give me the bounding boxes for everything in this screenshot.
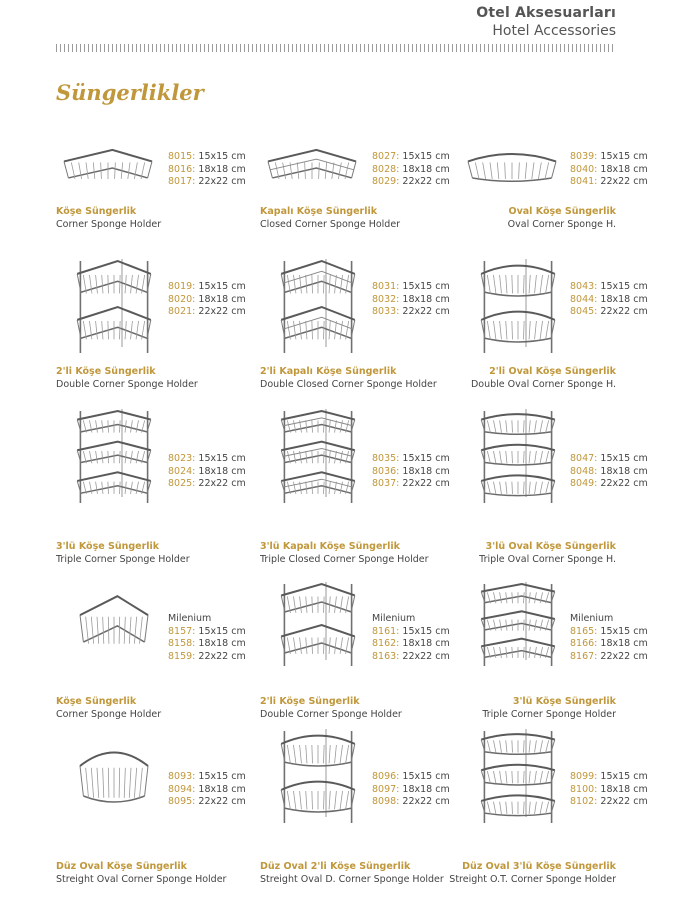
product-image bbox=[478, 257, 558, 357]
product-p6 bbox=[460, 265, 660, 405]
size-row bbox=[570, 796, 648, 809]
size-list bbox=[570, 613, 648, 663]
product-code: 8095: bbox=[168, 796, 196, 808]
product-size: 18x18 cm bbox=[399, 783, 450, 795]
product-code: 8021: bbox=[168, 306, 196, 318]
product-p11 bbox=[260, 585, 460, 725]
product-p12 bbox=[460, 585, 660, 725]
size-row bbox=[168, 294, 246, 307]
product-size: 22x22 cm bbox=[195, 306, 246, 318]
size-list bbox=[372, 151, 450, 189]
product-size: 18x18 cm bbox=[399, 465, 450, 477]
product-size: 15x15 cm bbox=[195, 281, 246, 292]
size-row bbox=[372, 796, 450, 809]
size-list bbox=[372, 281, 450, 319]
product-name-tr: Köşe Süngerlik bbox=[56, 206, 137, 217]
product-caption bbox=[479, 540, 616, 566]
size-list bbox=[168, 281, 246, 319]
product-code: 8094: bbox=[168, 783, 196, 795]
size-row bbox=[168, 281, 246, 294]
product-name-tr: 3'lü Köşe Süngerlik bbox=[56, 541, 160, 552]
product-code: 8044: bbox=[570, 293, 598, 305]
product-code: 8049: bbox=[570, 478, 598, 490]
product-size: 18x18 cm bbox=[195, 783, 246, 795]
product-code: 8029: bbox=[372, 176, 400, 188]
product-size: 22x22 cm bbox=[597, 796, 648, 808]
product-size: 15x15 cm bbox=[195, 771, 246, 782]
product-code: 8037: bbox=[372, 478, 400, 490]
product-code: 8035: bbox=[372, 453, 400, 464]
product-size: 22x22 cm bbox=[399, 176, 450, 188]
product-size: 15x15 cm bbox=[399, 281, 450, 292]
product-size: 18x18 cm bbox=[195, 638, 246, 650]
product-size: 15x15 cm bbox=[399, 453, 450, 464]
product-size: 22x22 cm bbox=[399, 306, 450, 318]
product-p4 bbox=[56, 265, 256, 405]
product-code: 8045: bbox=[570, 306, 598, 318]
product-code: 8167: bbox=[570, 650, 598, 662]
product-code: 8165: bbox=[570, 625, 598, 637]
product-image bbox=[478, 580, 558, 670]
size-row bbox=[570, 771, 648, 784]
product-p1 bbox=[56, 135, 256, 275]
product-size: 15x15 cm bbox=[195, 453, 246, 464]
product-image bbox=[278, 407, 358, 507]
product-code: 8097: bbox=[372, 783, 400, 795]
size-list bbox=[570, 281, 648, 319]
size-list bbox=[570, 453, 648, 491]
product-caption bbox=[56, 695, 161, 721]
product-code: 8159: bbox=[168, 650, 196, 662]
size-row bbox=[168, 306, 246, 319]
size-list bbox=[372, 613, 450, 663]
product-size: 15x15 cm bbox=[597, 771, 648, 782]
product-image bbox=[74, 407, 154, 507]
product-caption bbox=[260, 540, 429, 566]
product-caption bbox=[260, 365, 437, 391]
product-name-tr: Kapalı Köşe Süngerlik bbox=[260, 206, 378, 217]
size-row bbox=[168, 638, 246, 651]
product-size: 22x22 cm bbox=[399, 478, 450, 490]
product-name-tr: 2'li Oval Köşe Süngerlik bbox=[489, 366, 616, 377]
size-row bbox=[372, 478, 450, 491]
size-row bbox=[168, 453, 246, 466]
size-row bbox=[570, 453, 648, 466]
series-label: Milenium bbox=[168, 613, 212, 624]
product-size: 18x18 cm bbox=[399, 163, 450, 175]
product-name-en: Oval Corner Sponge H. bbox=[507, 219, 616, 230]
product-name-tr: Düz Oval 3'lü Köşe Süngerlik bbox=[462, 861, 616, 872]
product-size: 22x22 cm bbox=[597, 650, 648, 662]
size-row bbox=[372, 466, 450, 479]
product-code: 8096: bbox=[372, 771, 400, 782]
product-code: 8031: bbox=[372, 281, 400, 292]
header-title-tr: Otel Aksesuarları bbox=[476, 5, 616, 21]
product-name-en: Closed Corner Sponge Holder bbox=[260, 219, 401, 230]
product-code: 8158: bbox=[168, 638, 196, 650]
product-image bbox=[278, 727, 358, 827]
product-size: 22x22 cm bbox=[195, 478, 246, 490]
product-caption bbox=[449, 860, 616, 886]
product-image bbox=[262, 140, 362, 195]
product-name-en: Double Corner Sponge Holder bbox=[260, 709, 402, 720]
product-code: 8041: bbox=[570, 176, 598, 188]
product-size: 18x18 cm bbox=[399, 293, 450, 305]
size-row bbox=[168, 176, 246, 189]
product-name-tr: Düz Oval 2'li Köşe Süngerlik bbox=[260, 861, 411, 872]
size-list bbox=[570, 151, 648, 189]
product-image bbox=[74, 727, 154, 827]
product-name-en: Corner Sponge Holder bbox=[56, 709, 162, 720]
header-rule bbox=[56, 44, 616, 52]
size-list bbox=[372, 771, 450, 809]
product-p10 bbox=[56, 585, 256, 725]
product-name-en: Triple Corner Sponge Holder bbox=[56, 554, 190, 565]
series-label: Milenium bbox=[570, 613, 614, 624]
product-code: 8166: bbox=[570, 638, 598, 650]
size-row bbox=[570, 176, 648, 189]
size-row bbox=[372, 306, 450, 319]
size-row bbox=[372, 771, 450, 784]
product-name-tr: 3'lü Oval Köşe Süngerlik bbox=[485, 541, 616, 552]
product-size: 15x15 cm bbox=[399, 625, 450, 637]
size-row bbox=[570, 651, 648, 664]
product-name-tr: Düz Oval Köşe Süngerlik bbox=[56, 861, 187, 872]
product-code: 8162: bbox=[372, 638, 400, 650]
product-image bbox=[478, 727, 558, 827]
product-size: 18x18 cm bbox=[195, 163, 246, 175]
product-code: 8024: bbox=[168, 465, 196, 477]
product-name-tr: 3'lü Kapalı Köşe Süngerlik bbox=[260, 541, 400, 552]
size-list bbox=[168, 613, 246, 663]
product-image bbox=[278, 257, 358, 357]
size-row bbox=[372, 651, 450, 664]
product-size: 18x18 cm bbox=[597, 638, 648, 650]
product-size: 15x15 cm bbox=[597, 453, 648, 464]
product-caption bbox=[260, 205, 400, 231]
product-size: 15x15 cm bbox=[597, 151, 648, 162]
product-caption bbox=[56, 860, 226, 886]
product-name-en: Triple Corner Sponge Holder bbox=[482, 709, 616, 720]
product-image bbox=[478, 407, 558, 507]
product-p2 bbox=[260, 135, 460, 275]
product-size: 18x18 cm bbox=[399, 638, 450, 650]
product-size: 22x22 cm bbox=[195, 796, 246, 808]
product-code: 8093: bbox=[168, 771, 196, 782]
product-code: 8015: bbox=[168, 151, 196, 162]
product-p15 bbox=[449, 735, 660, 885]
size-row bbox=[168, 626, 246, 639]
product-size: 22x22 cm bbox=[399, 650, 450, 662]
product-name-en: Corner Sponge Holder bbox=[56, 219, 162, 230]
product-caption bbox=[471, 365, 616, 391]
product-code: 8163: bbox=[372, 650, 400, 662]
product-p14 bbox=[260, 735, 460, 885]
product-size: 15x15 cm bbox=[399, 771, 450, 782]
product-code: 8028: bbox=[372, 163, 400, 175]
product-code: 8032: bbox=[372, 293, 400, 305]
size-row bbox=[570, 306, 648, 319]
product-p5 bbox=[260, 265, 460, 405]
size-row bbox=[372, 784, 450, 797]
section-title: Süngerlikler bbox=[56, 80, 204, 105]
product-code: 8047: bbox=[570, 453, 598, 464]
size-list bbox=[372, 453, 450, 491]
product-code: 8023: bbox=[168, 453, 196, 464]
size-row bbox=[570, 294, 648, 307]
product-name-tr: 3'lü Köşe Süngerlik bbox=[512, 696, 616, 707]
product-p13 bbox=[56, 735, 256, 885]
product-caption bbox=[56, 205, 161, 231]
size-row bbox=[168, 796, 246, 809]
product-code: 8157: bbox=[168, 625, 196, 637]
product-code: 8039: bbox=[570, 151, 598, 162]
size-row bbox=[168, 651, 246, 664]
product-size: 18x18 cm bbox=[195, 465, 246, 477]
size-row bbox=[372, 176, 450, 189]
size-row bbox=[168, 771, 246, 784]
product-caption bbox=[260, 695, 402, 721]
product-size: 18x18 cm bbox=[597, 465, 648, 477]
size-row bbox=[372, 164, 450, 177]
product-size: 22x22 cm bbox=[195, 650, 246, 662]
size-row bbox=[570, 626, 648, 639]
product-name-en: Streight Oval D. Corner Sponge Holder bbox=[260, 874, 444, 885]
product-caption bbox=[260, 860, 444, 886]
size-row bbox=[168, 466, 246, 479]
size-list bbox=[168, 453, 246, 491]
product-name-tr: 2'li Kapalı Köşe Süngerlik bbox=[260, 366, 397, 377]
product-name-en: Triple Oval Corner Sponge H. bbox=[479, 554, 616, 565]
product-code: 8019: bbox=[168, 281, 196, 292]
product-size: 22x22 cm bbox=[597, 176, 648, 188]
product-name-en: Streight O.T. Corner Sponge Holder bbox=[449, 874, 616, 885]
product-image bbox=[74, 580, 154, 670]
product-caption bbox=[56, 540, 190, 566]
product-size: 15x15 cm bbox=[195, 625, 246, 637]
size-row bbox=[570, 466, 648, 479]
header-title-en: Hotel Accessories bbox=[492, 23, 616, 39]
product-caption bbox=[508, 205, 616, 231]
product-size: 18x18 cm bbox=[597, 293, 648, 305]
product-size: 15x15 cm bbox=[195, 151, 246, 162]
product-p8 bbox=[260, 415, 460, 565]
product-size: 15x15 cm bbox=[597, 281, 648, 292]
product-code: 8025: bbox=[168, 478, 196, 490]
product-size: 22x22 cm bbox=[597, 478, 648, 490]
product-code: 8099: bbox=[570, 771, 598, 782]
product-p3 bbox=[460, 135, 660, 275]
product-size: 22x22 cm bbox=[195, 176, 246, 188]
size-row bbox=[168, 151, 246, 164]
product-size: 22x22 cm bbox=[399, 796, 450, 808]
size-row bbox=[570, 164, 648, 177]
product-name-en: Double Corner Sponge Holder bbox=[56, 379, 198, 390]
size-row bbox=[168, 478, 246, 491]
product-code: 8017: bbox=[168, 176, 196, 188]
product-image bbox=[462, 140, 562, 195]
series-label: Milenium bbox=[372, 613, 416, 624]
size-list bbox=[570, 771, 648, 809]
size-row bbox=[570, 151, 648, 164]
product-p7 bbox=[56, 415, 256, 565]
product-size: 22x22 cm bbox=[597, 306, 648, 318]
product-image bbox=[278, 580, 358, 670]
size-list bbox=[168, 771, 246, 809]
size-row bbox=[372, 151, 450, 164]
product-caption bbox=[482, 695, 616, 721]
product-caption bbox=[56, 365, 198, 391]
size-row bbox=[372, 281, 450, 294]
size-row bbox=[570, 281, 648, 294]
size-list bbox=[168, 151, 246, 189]
size-row bbox=[372, 638, 450, 651]
product-code: 8040: bbox=[570, 163, 598, 175]
product-name-en: Double Closed Corner Sponge Holder bbox=[260, 379, 437, 390]
size-row bbox=[372, 626, 450, 639]
product-code: 8161: bbox=[372, 625, 400, 637]
page-header bbox=[476, 4, 616, 40]
product-code: 8048: bbox=[570, 465, 598, 477]
product-code: 8100: bbox=[570, 783, 598, 795]
size-row bbox=[372, 453, 450, 466]
product-code: 8102: bbox=[570, 796, 598, 808]
product-code: 8098: bbox=[372, 796, 400, 808]
product-size: 18x18 cm bbox=[597, 783, 648, 795]
product-size: 18x18 cm bbox=[597, 163, 648, 175]
product-code: 8033: bbox=[372, 306, 400, 318]
product-p9 bbox=[460, 415, 660, 565]
size-row bbox=[372, 294, 450, 307]
product-name-tr: Oval Köşe Süngerlik bbox=[508, 206, 616, 217]
product-name-tr: 2'li Köşe Süngerlik bbox=[260, 696, 360, 707]
product-code: 8016: bbox=[168, 163, 196, 175]
product-name-tr: 2'li Köşe Süngerlik bbox=[56, 366, 156, 377]
product-name-en: Double Oval Corner Sponge H. bbox=[470, 379, 616, 390]
size-row bbox=[168, 784, 246, 797]
product-size: 18x18 cm bbox=[195, 293, 246, 305]
size-row bbox=[570, 478, 648, 491]
size-row bbox=[570, 638, 648, 651]
size-row bbox=[570, 784, 648, 797]
product-code: 8043: bbox=[570, 281, 598, 292]
product-image bbox=[58, 140, 158, 195]
product-size: 15x15 cm bbox=[399, 151, 450, 162]
product-name-en: Triple Closed Corner Sponge Holder bbox=[260, 554, 429, 565]
product-size: 15x15 cm bbox=[597, 625, 648, 637]
product-code: 8027: bbox=[372, 151, 400, 162]
size-row bbox=[168, 164, 246, 177]
product-name-tr: Köşe Süngerlik bbox=[56, 696, 137, 707]
product-image bbox=[74, 257, 154, 357]
product-code: 8036: bbox=[372, 465, 400, 477]
product-name-en: Streight Oval Corner Sponge Holder bbox=[56, 874, 227, 885]
product-code: 8020: bbox=[168, 293, 196, 305]
